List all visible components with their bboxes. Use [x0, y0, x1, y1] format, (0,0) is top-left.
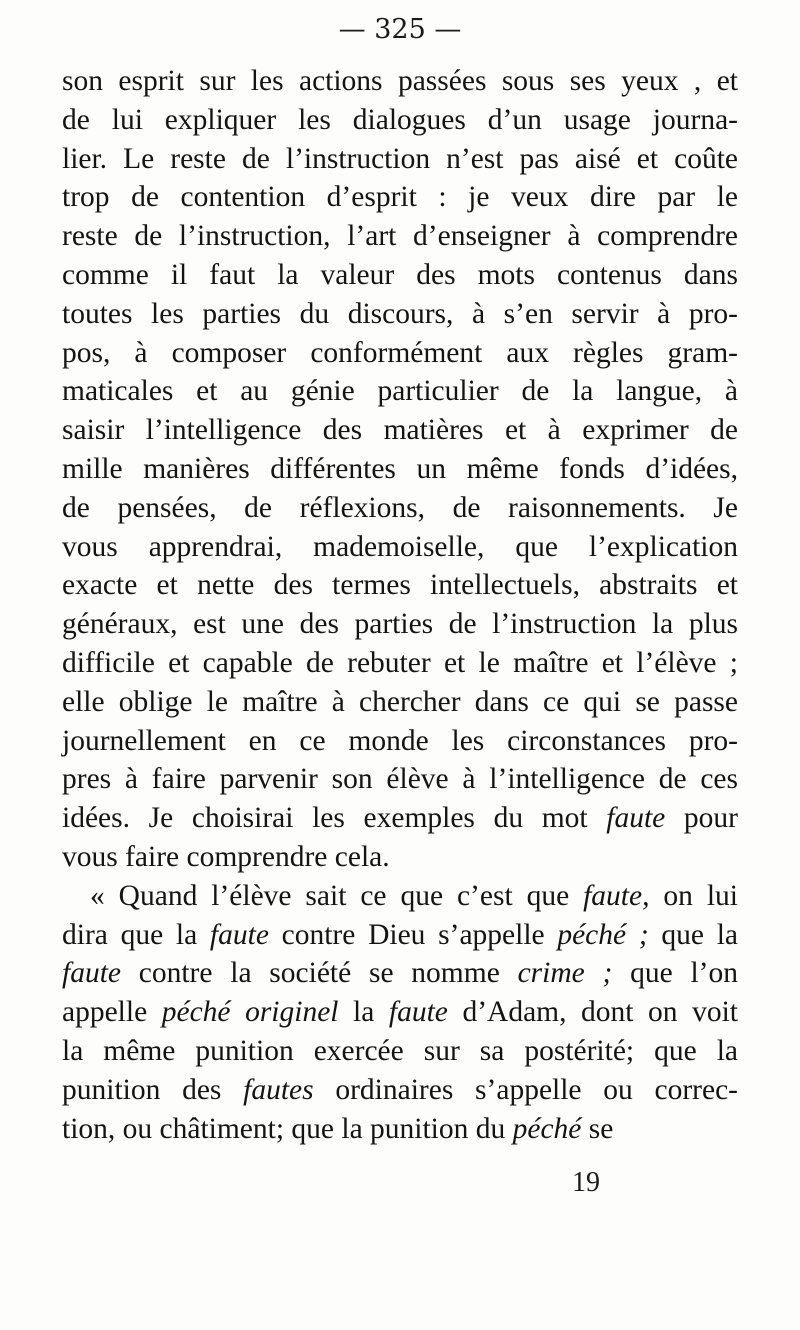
italic-term: faute — [62, 957, 121, 990]
text-segment: se — [581, 1112, 614, 1145]
text-line — [62, 877, 738, 916]
italic-term: péché — [512, 1112, 582, 1145]
text-segment: maticales et au génie particulier de la langue, à — [62, 375, 738, 408]
text-segment: difficile et capable de rebuter et le maître et l’élève ; — [62, 646, 738, 679]
text-line — [62, 605, 738, 644]
page-number-header: — 325 — — [338, 14, 462, 45]
italic-term: faute, — [583, 879, 650, 912]
text-line — [62, 799, 738, 838]
text-segment: ordinaires s’appelle ou correc- — [313, 1073, 738, 1106]
text-segment: de pensées, de réflexions, de raisonnements. Je — [62, 491, 738, 524]
text-line — [62, 528, 738, 567]
text-segment: reste de l’instruction, l’art d’enseigner à comprendre — [62, 220, 738, 253]
text-segment: la — [338, 996, 389, 1029]
italic-term: crime ; — [517, 957, 613, 990]
text-segment: exacte et nette des termes intellectuels, abstraits et — [62, 569, 738, 602]
text-segment: son esprit sur les actions passées sous ses yeux , et — [62, 65, 738, 97]
text-segment: généraux, est une des parties de l’instruction la plus — [62, 608, 738, 641]
italic-term: faute — [209, 918, 269, 951]
text-line — [62, 334, 738, 373]
text-segment: vous faire comprendre cela. — [62, 840, 390, 873]
italic-term: péché ; — [557, 918, 649, 951]
text-segment: que l’on — [612, 957, 738, 990]
text-line — [62, 295, 738, 334]
text-segment: appelle — [62, 996, 162, 1029]
italic-term: faute — [388, 996, 448, 1029]
signature-mark: 19 — [572, 1167, 600, 1198]
text-line — [62, 954, 738, 993]
text-segment: lier. Le reste de l’instruction n’est pas aisé et coûte — [62, 142, 738, 175]
text-segment: dira que la — [62, 918, 210, 951]
italic-term: fautes — [243, 1073, 314, 1106]
text-segment: idées. Je choisirai les exemples du mot — [62, 802, 607, 835]
text-line — [62, 644, 738, 683]
text-line — [62, 683, 738, 722]
text-segment: vous apprendrai, mademoiselle, que l’explication — [62, 530, 738, 563]
text-line — [62, 62, 738, 101]
italic-term: péché originel — [161, 996, 339, 1029]
text-segment: pos, à composer conformément aux règles gram- — [62, 336, 738, 369]
text-line — [62, 489, 738, 528]
text-line — [62, 217, 738, 256]
text-line — [62, 450, 738, 489]
text-segment: saisir l’intelligence des matières et à exprimer de — [62, 414, 738, 447]
text-line — [62, 372, 738, 411]
text-line — [62, 1071, 738, 1110]
text-line — [62, 1110, 738, 1149]
text-line — [62, 722, 738, 761]
text-segment: contre Dieu s’appelle — [268, 918, 558, 951]
text-segment: punition des — [62, 1073, 244, 1106]
text-segment: de lui expliquer les dialogues d’un usage journa- — [62, 103, 738, 136]
text-line — [62, 916, 738, 955]
text-segment: pres à faire parvenir son élève à l’intelligence de ces — [62, 763, 738, 796]
text-segment: d’Adam, dont on voit — [447, 996, 738, 1029]
text-line — [62, 101, 738, 140]
text-line — [62, 566, 738, 605]
page-body-text — [62, 62, 738, 1148]
text-line — [62, 838, 738, 877]
text-segment: comme il faut la valeur des mots contenus dans — [62, 258, 738, 291]
text-segment: mille manières différentes un même fonds d’idées, — [62, 452, 738, 485]
text-line — [62, 178, 738, 217]
text-segment: elle oblige le maître à chercher dans ce qui se passe — [62, 685, 738, 718]
italic-term: faute — [606, 802, 666, 835]
text-line — [62, 1032, 738, 1071]
text-segment: contre la société se nomme — [121, 957, 518, 990]
text-segment: journellement en ce monde les circonstances pro- — [62, 724, 738, 757]
text-segment: pour — [665, 802, 738, 835]
text-segment: « Quand l’élève sait ce que c’est que — [90, 879, 584, 912]
text-line — [62, 256, 738, 295]
text-segment: trop de contention d’esprit : je veux dire par le — [62, 181, 738, 214]
text-line — [62, 411, 738, 450]
text-line — [62, 760, 738, 799]
text-line — [62, 140, 738, 179]
text-segment: la même punition exercée sur sa postérité; que la — [62, 1034, 738, 1067]
text-segment: que la — [648, 918, 738, 951]
text-segment: tion, ou châtiment; que la punition du — [62, 1112, 513, 1145]
text-line — [62, 993, 738, 1032]
text-segment: on lui — [649, 879, 738, 912]
text-segment: toutes les parties du discours, à s’en servir à pro- — [62, 297, 738, 330]
